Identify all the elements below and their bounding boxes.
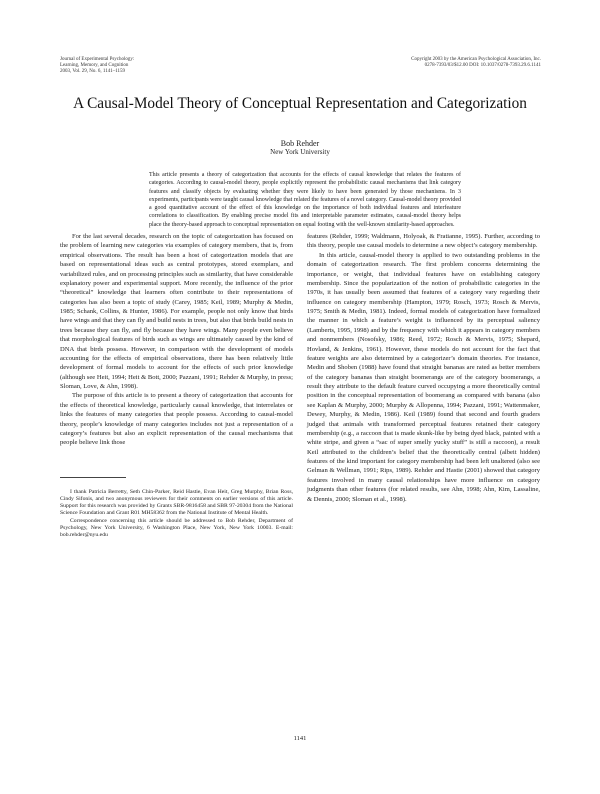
left-column xyxy=(60,232,293,448)
journal-volume-line: 2003, Vol. 29, No. 6, 1141–1159 xyxy=(60,69,126,75)
author-affiliation: New York University xyxy=(270,148,330,156)
author-note xyxy=(60,489,293,539)
abstract-text: This article presents a theory of categorization that accounts for the effects of causal knowledge that relates the features of categories. According to causal-model theory, people explicitly represent the probabilistic causal mechanisms that link category features and classify objects by evaluating whether they were likely to have been generated by those mechanisms. In 3 experiments, participants were taught causal knowledge that related the features of a novel category. Causal-model theory provided a good quantitative account of the effect of this knowledge on the importance of both individual features and interfeature correlations to classification. By enabling precise model fits and interpretable parameter estimates, causal-model theory helps place the theory-based approach to conceptual representation on equal footing with the well-known similarity-based approaches. xyxy=(149,172,461,228)
journal-subtitle-line: Learning, Memory, and Cognition xyxy=(60,63,129,69)
left-paragraph-1: For the last several decades, research on the topic of categorization has focused on the problem of learning new categories via examples of category members, that is, from empirical observations. The result has been a host of categorization models that are based on representational ideas such as central prototypes, stored exemplars, and variabilized rules, and on processing principles such as similarity, that have considerable explanatory power and experimental support. More recently, the influence of the prior “theoretical” knowledge that learners often contribute to their representations of categories has also been a topic of study (Carey, 1985; Keil, 1989; Murphy & Medin, 1985; Schank, Collins, & Hunter, 1986). For example, people not only know that birds have wings and that they can fly and build nests in trees, but also that birds build nests in trees because they can fly, and fly because they have wings. Many people even believe that morphological features of birds such as wings are ultimately caused by the kind of DNA that birds possess. However, in comparison with the development of models accounting for the effects of empirical observations, there has been relatively little development of formal models to account for the effects of such prior knowledge (although see Heit, 1994; Heit & Bott, 2000; Pazzani, 1991; Rehder & Murphy, in press; Sloman, Love, & Ahn, 1998). xyxy=(60,233,293,390)
correspondence-note: Correspondence concerning this article should be addressed to Bob Rehder, Department of Psychology, New York University, 6 Washington Place, New York, New York 10003. E-mail: bob.rehder@nyu.edu xyxy=(60,517,293,538)
left-paragraph-2: The purpose of this article is to present a theory of categorization that accounts for the effects of theoretical knowledge, particularly causal knowledge, that interrelates or links the features of many categories that people possess. According to causal-model theory, people’s knowledge of many categories includes not just a representation of a category’s features but also an explicit representation of the causal mechanisms that people believe link those xyxy=(60,392,293,447)
abstract xyxy=(149,171,461,229)
doi-line: 0278-7393/03/$12.00 DOI: 10.1037/0278-7393.29.6.1141 xyxy=(424,63,541,69)
right-paragraph-2: In this article, causal-model theory is applied to two outstanding problems in the domain of categorization research. The first problem concerns determining the importance, or weight, that individual features have on establishing category membership. Since the popularization of the notion of probabilistic categories in the 1970s, it has usually been assumed that features of a category vary regarding their influence on category membership (Hampton, 1979; Rosch, 1973; Rosch & Mervis, 1975; Smith & Medin, 1981). Indeed, formal models of categorization have formalized the manner in which a feature’s weight is influenced by its perceptual saliency (Lamberts, 1995, 1998) and by the frequency with which it appears in category members and nonmembers (Nosofsky, 1986; Reed, 1972; Rosch & Mervis, 1975; Shepard, Hovland, & Jenkins, 1961). However, these models do not account for the fact that feature weights are also determined by a categorizer’s domain theories. For instance, Medin and Shoben (1988) have found that straight bananas are rated as better members of the category bananas than straight boomerangs are of the category boomerangs, a result they attribute to the default feature curved occupying a more theoretically central position in the conceptual representation of boomerang as compared with banana (also see Kaplan & Murphy, 2000; Murphy & Allopenna, 1994; Pazzani, 1991; Wattenmaker, Dewey, Murphy, & Medin, 1986). Keil (1989) found that second and fourth graders judged that animals with transformed perceptual features retained their category membership (e.g., a raccoon that is made skunk-like by being dyed black, painted with a white stripe, and given a “sac of super smelly yucky stuff” is still a raccoon), a result Keil attributed to the children’s belief that the theoretically central (albeit hidden) features of the kind important for category membership had been left unaltered (also see Gelman & Wellman, 1991; Rips, 1989). Rehder and Hastie (2001) showed that category features involved in many causal relationships have more influence on category judgments than other features (for related results, see Ahn, 1998; Ahn, Kim, Lassaline, & Dennis, 2000; Sloman et al., 1998). xyxy=(307,251,540,503)
acknowledgment-note: I thank Patricia Berretty, Seth Chin-Parker, Reid Hastie, Evan Heit, Greg Murphy, Brian Ross, Cindy Sifonis, and two anonymous reviewers for their comments on earlier versions of this article. Support for this research was provided by Grants SBR-9816458 and SBR 97-20304 from the National Science Foundation and Grant R01 MH58362 from the National Institute of Mental Health. xyxy=(60,489,293,517)
author-name: Bob Rehder xyxy=(280,139,320,148)
copyright-line: Copyright 2003 by the American Psychological Association, Inc. xyxy=(411,57,541,62)
copyright-notice xyxy=(311,57,541,69)
right-column xyxy=(307,232,540,504)
article-title: A Causal-Model Theory of Conceptual Representation and Categorization xyxy=(73,95,527,112)
page-number: 1141 xyxy=(293,735,307,742)
right-paragraph-1: features (Rehder, 1999; Waldmann, Holyoak, & Fratianne, 1995). Further, according to this theory, people use causal models to determine a new object’s category membership. xyxy=(307,233,540,250)
journal-citation xyxy=(60,57,260,76)
footnote-divider xyxy=(60,477,126,478)
journal-name-line: Journal of Experimental Psychology: xyxy=(60,57,135,62)
